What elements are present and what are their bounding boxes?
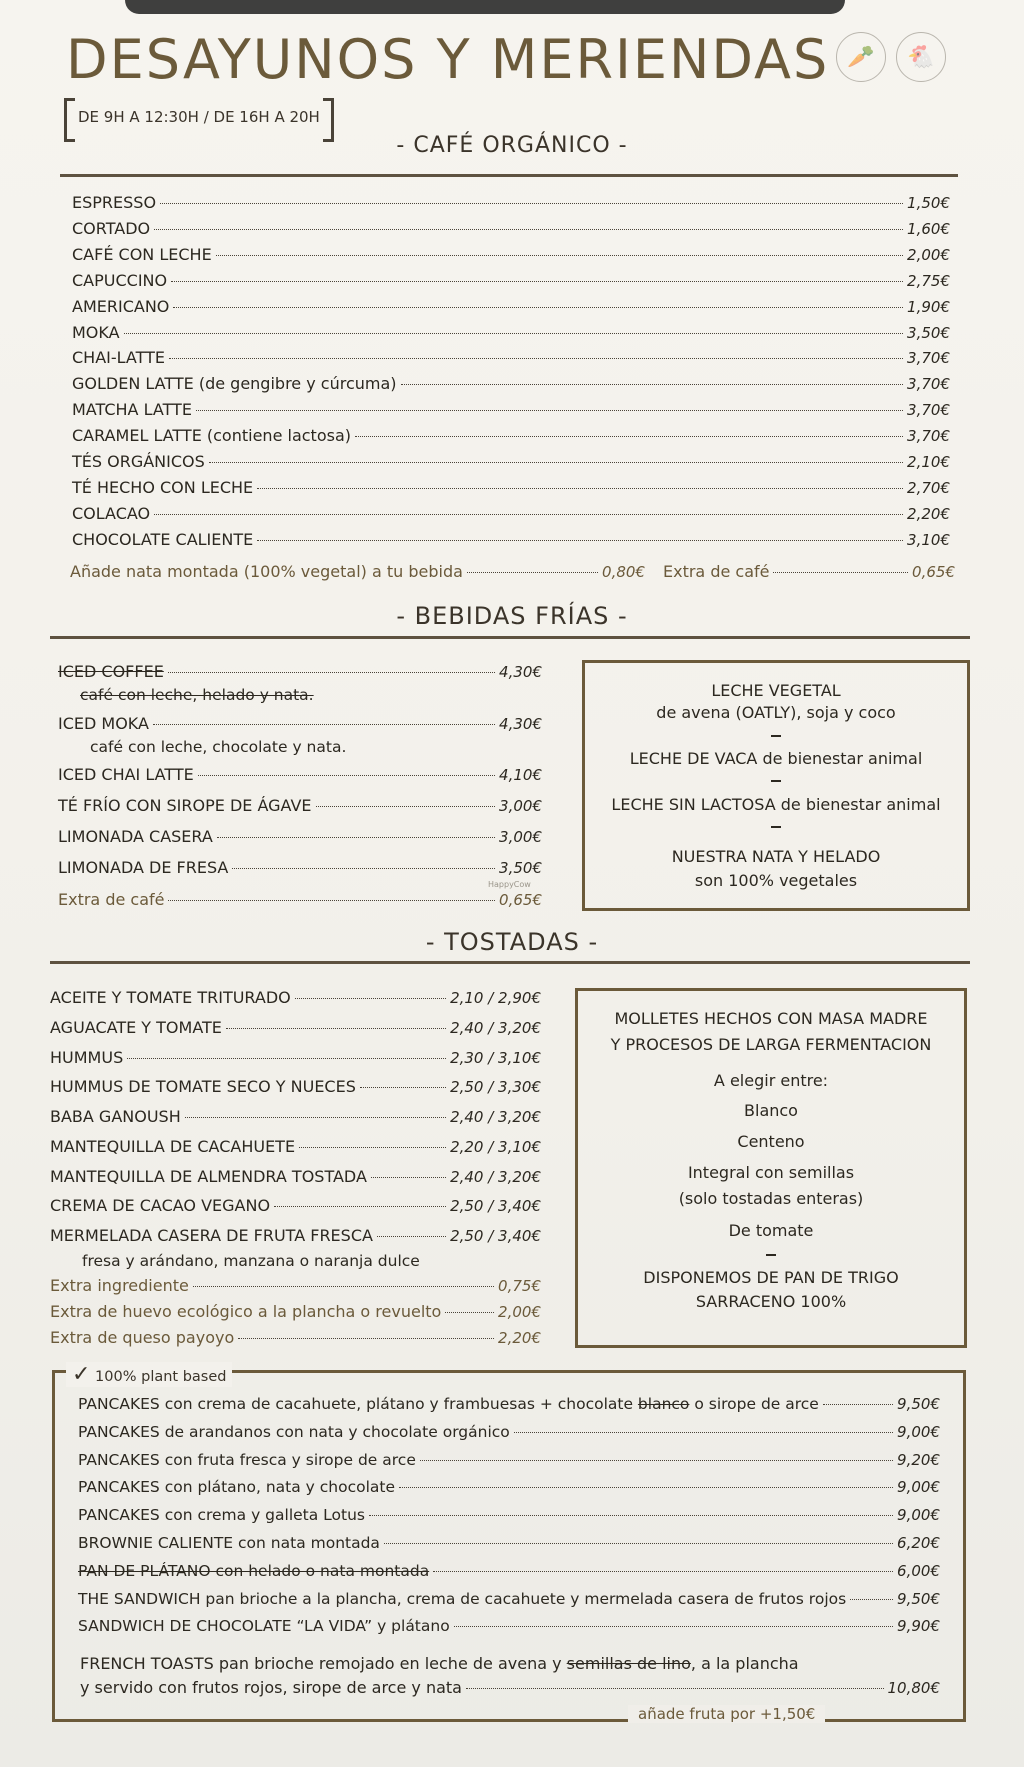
menu-item-cafe: CORTADO 1,60€ [72, 218, 950, 238]
box-line: Blanco [744, 1101, 798, 1120]
menu-item-plant-based: PANCAKES con crema de cacahuete, plátano y frambuesas + chocolate blanco o sirope de arce 9,50€ [78, 1395, 940, 1413]
menu-item-tostada-extra: Extra ingrediente 0,75€ [50, 1276, 541, 1295]
menu-item-tostada: HUMMUS DE TOMATE SECO Y NUECES 2,50 / 3,30€ [50, 1077, 541, 1096]
item-description: fresa y arándano, manzana o naranja dulce [82, 1252, 420, 1270]
menu-item-tostada-extra: Extra de queso payoyo 2,20€ [50, 1328, 541, 1347]
menu-item-tostada: MERMELADA CASERA DE FRUTA FRESCA 2,50 / 3,40€ [50, 1226, 541, 1245]
box-line: LECHE DE VACA de bienestar animal [629, 749, 923, 768]
menu-item-cafe: MOKA 3,50€ [72, 322, 950, 342]
box-dash [771, 826, 781, 828]
menu-item-cafe: MATCHA LATTE 3,70€ [72, 400, 950, 420]
section-title-tostadas: - TOSTADAS - [425, 928, 599, 956]
menu-item-bebida-fria: ICED CHAI LATTE 4,10€ [58, 765, 542, 784]
opening-hours: DE 9H A 12:30H / DE 16H A 20H [64, 98, 334, 136]
menu-item-tostada: ACEITE Y TOMATE TRITURADO 2,10 / 2,90€ [50, 988, 541, 1007]
section-title-cafe: - CAFÉ ORGÁNICO - [396, 133, 628, 158]
box-line: son 100% vegetales [694, 871, 858, 890]
menu-item-bebida-fria: TÉ FRÍO CON SIROPE DE ÁGAVE 3,00€ [58, 796, 542, 815]
bread-info-box [575, 988, 967, 1348]
box-line: NUESTRA NATA Y HELADO [671, 847, 881, 866]
box-line: Integral con semillas [687, 1163, 855, 1182]
box-dash [771, 735, 781, 737]
menu-item-cafe: TÉ HECHO CON LECHE 2,70€ [72, 477, 950, 497]
menu-item-plant-based: PANCAKES con plátano, nata y chocolate 9,00€ [78, 1478, 940, 1497]
divider [50, 961, 970, 964]
menu-item-bebida-fria: LIMONADA DE FRESA 3,50€ [58, 858, 542, 877]
menu-title: DESAYUNOS Y MERIENDAS [66, 28, 830, 91]
menu-item-french-toasts: FRENCH TOASTS pan brioche remojado en leche de avena y semillas de lino, a la plancha [80, 1654, 799, 1673]
menu-item-tostada-extra: Extra de huevo ecológico a la plancha o revuelto 2,00€ [50, 1302, 541, 1321]
box-line: Y PROCESOS DE LARGA FERMENTACION [610, 1035, 932, 1054]
menu-item-cafe: CHAI-LATTE 3,70€ [72, 348, 950, 368]
check-leaf-icon: ✓ [72, 1362, 91, 1387]
box-line: A elegir entre: [713, 1071, 829, 1090]
add-fruit-note: añade fruta por +1,50€ [628, 1705, 825, 1723]
menu-item-bebida-fria: ICED COFFEE 4,30€ [58, 662, 542, 681]
menu-item-tostada: AGUACATE Y TOMATE 2,40 / 3,20€ [50, 1018, 541, 1037]
box-line: de avena (OATLY), soja y coco [656, 703, 896, 722]
menu-item-tostada: HUMMUS 2,30 / 3,10€ [50, 1048, 541, 1067]
menu-item-tostada: BABA GANOUSH 2,40 / 3,20€ [50, 1107, 541, 1126]
menu-item-plant-based: PANCAKES con crema y galleta Lotus 9,00€ [78, 1506, 940, 1525]
menu-item-plant-based: THE SANDWICH pan brioche a la plancha, crema de cacahuete y mermelada casera de frutos rojos 9,50€ [78, 1589, 940, 1608]
hen-icon: 🐔 [896, 32, 946, 82]
badges [836, 32, 946, 82]
menu-item-tostada: CREMA DE CACAO VEGANO 2,50 / 3,40€ [50, 1196, 541, 1215]
divider [50, 636, 970, 639]
box-line: LECHE SIN LACTOSA de bienestar animal [611, 795, 941, 814]
menu-item-cafe: AMERICANO 1,90€ [72, 296, 950, 316]
box-dash [766, 1254, 776, 1256]
section-title-frias: - BEBIDAS FRÍAS - [396, 602, 628, 630]
menu-item-cafe: COLACAO 2,20€ [72, 503, 950, 523]
menu-item-plant-based: PAN DE PLÁTANO con helado o nata montada 6,00€ [78, 1561, 940, 1580]
item-description: café con leche, helado y nata. [80, 686, 314, 704]
item-description: café con leche, chocolate y nata. [90, 738, 347, 756]
menu-item-cafe: GOLDEN LATTE (de gengibre y cúrcuma) 3,70€ [72, 374, 950, 394]
clipboard-clip [125, 0, 845, 14]
box-line: MOLLETES HECHOS CON MASA MADRE [614, 1009, 928, 1028]
menu-item-tostada: MANTEQUILLA DE CACAHUETE 2,20 / 3,10€ [50, 1137, 541, 1156]
menu-item-cafe: CARAMEL LATTE (contiene lactosa) 3,70€ [72, 426, 950, 446]
box-line: DISPONEMOS DE PAN DE TRIGO [643, 1268, 899, 1287]
box-line: SARRACENO 100% [695, 1292, 847, 1311]
menu-item-nata: Añade nata montada (100% vegetal) a tu bebida 0,80€ [70, 562, 645, 581]
box-line: (solo tostadas enteras) [678, 1189, 864, 1208]
menu-item-plant-based: PANCAKES con fruta fresca y sirope de arce 9,20€ [78, 1450, 940, 1469]
menu-item-cafe: CHOCOLATE CALIENTE 3,10€ [72, 529, 950, 549]
menu-item-plant-based: PANCAKES de arandanos con nata y chocolate orgánico 9,00€ [78, 1422, 940, 1441]
menu-item-cafe: CAFÉ CON LECHE 2,00€ [72, 244, 950, 264]
menu-item-french-toasts-line2: y servido con frutos rojos, sirope de arce y nata 10,80€ [80, 1678, 940, 1697]
menu-item-cafe: TÉS ORGÁNICOS 2,10€ [72, 452, 950, 471]
carrot-icon: 🥕 [836, 32, 886, 82]
milk-info-box [582, 660, 970, 911]
menu-item-cafe: CAPUCCINO 2,75€ [72, 270, 950, 290]
box-line: Centeno [737, 1132, 805, 1151]
plant-based-label: ✓ 100% plant based [66, 1362, 232, 1387]
menu-item-plant-based: SANDWICH DE CHOCOLATE “LA VIDA” y plátano 9,90€ [78, 1617, 940, 1636]
menu-item-extra-cafe: Extra de café 0,65€ [663, 562, 955, 581]
divider [60, 174, 958, 177]
box-line: LECHE VEGETAL [711, 681, 841, 700]
menu-item-bebida-fria: Extra de café 0,65€ [58, 890, 542, 909]
menu-item-bebida-fria: LIMONADA CASERA 3,00€ [58, 827, 542, 846]
menu-item-tostada: MANTEQUILLA DE ALMENDRA TOSTADA 2,40 / 3,20€ [50, 1167, 541, 1186]
box-line: De tomate [728, 1221, 814, 1240]
watermark: HappyCow [488, 880, 531, 889]
box-dash [771, 780, 781, 782]
menu-item-bebida-fria: ICED MOKA 4,30€ [58, 714, 542, 733]
menu-item-cafe: ESPRESSO 1,50€ [72, 193, 950, 212]
menu-item-plant-based: BROWNIE CALIENTE con nata montada 6,20€ [78, 1534, 940, 1552]
